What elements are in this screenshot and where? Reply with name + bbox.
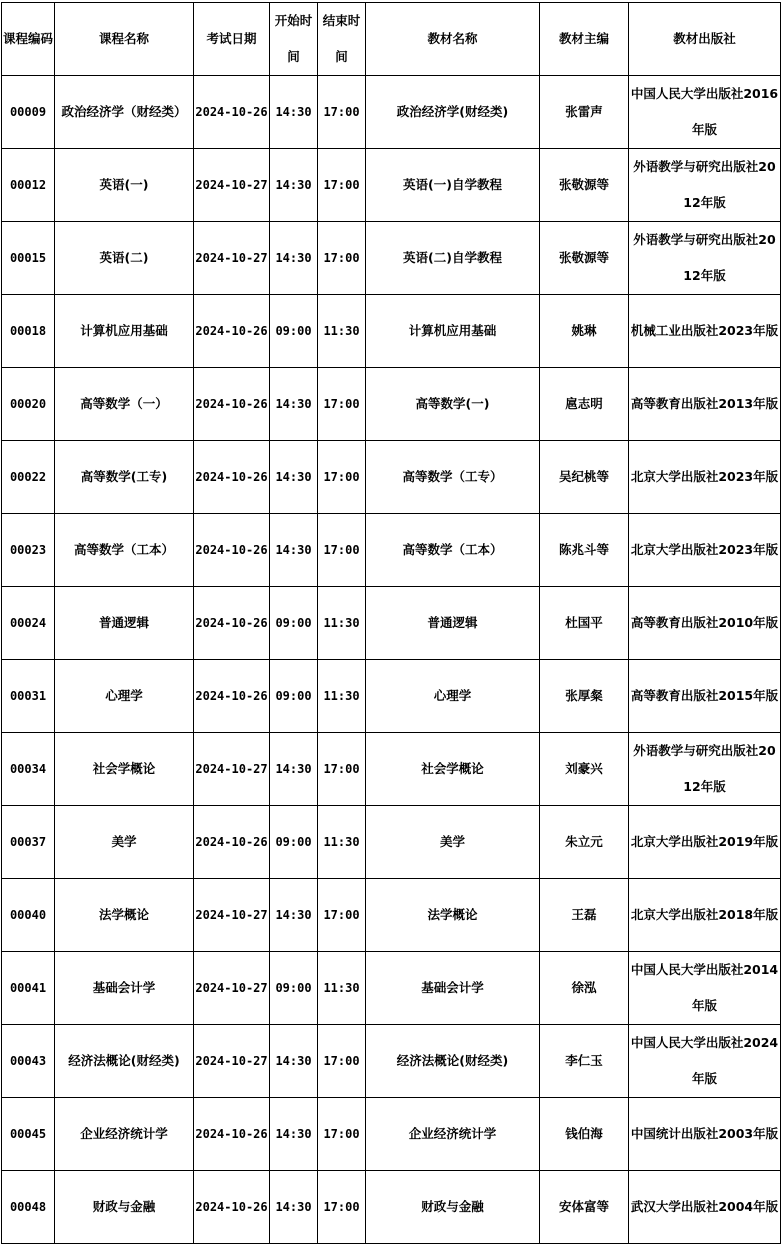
cell-end-time: 17:00 — [318, 733, 366, 806]
cell-textbook-publisher: 外语教学与研究出版社2012年版 — [629, 222, 781, 295]
cell-textbook-editor: 吴纪桃等 — [540, 441, 629, 514]
cell-textbook-publisher: 北京大学出版社2019年版 — [629, 806, 781, 879]
cell-textbook-publisher: 高等教育出版社2015年版 — [629, 660, 781, 733]
cell-start-time: 09:00 — [270, 952, 318, 1025]
cell-end-time: 11:30 — [318, 806, 366, 879]
cell-textbook-publisher: 机械工业出版社2023年版 — [629, 295, 781, 368]
cell-start-time: 14:30 — [270, 1025, 318, 1098]
cell-end-time: 17:00 — [318, 441, 366, 514]
cell-textbook-name: 经济法概论(财经类) — [366, 1025, 540, 1098]
cell-course-name: 高等数学（工本） — [55, 514, 194, 587]
cell-textbook-editor: 王磊 — [540, 879, 629, 952]
cell-textbook-name: 普通逻辑 — [366, 587, 540, 660]
cell-exam-date: 2024-10-26 — [194, 295, 270, 368]
cell-exam-date: 2024-10-26 — [194, 1171, 270, 1244]
cell-textbook-editor: 徐泓 — [540, 952, 629, 1025]
cell-course-name: 美学 — [55, 806, 194, 879]
table-body — [2, 76, 781, 1244]
cell-course-code: 00022 — [2, 441, 55, 514]
cell-end-time: 11:30 — [318, 587, 366, 660]
table-row — [2, 149, 781, 222]
cell-end-time: 17:00 — [318, 222, 366, 295]
cell-course-code: 00009 — [2, 76, 55, 149]
cell-course-name: 政治经济学（财经类） — [55, 76, 194, 149]
cell-course-name: 企业经济统计学 — [55, 1098, 194, 1171]
exam-schedule-table — [1, 2, 781, 1244]
cell-course-code: 00048 — [2, 1171, 55, 1244]
table-row — [2, 952, 781, 1025]
table-row — [2, 1098, 781, 1171]
cell-course-name: 基础会计学 — [55, 952, 194, 1025]
cell-end-time: 17:00 — [318, 1098, 366, 1171]
header-exam-date: 考试日期 — [194, 3, 270, 76]
cell-start-time: 14:30 — [270, 149, 318, 222]
cell-start-time: 14:30 — [270, 1098, 318, 1171]
cell-textbook-name: 计算机应用基础 — [366, 295, 540, 368]
cell-textbook-name: 心理学 — [366, 660, 540, 733]
cell-textbook-publisher: 武汉大学出版社2004年版 — [629, 1171, 781, 1244]
cell-course-code: 00040 — [2, 879, 55, 952]
cell-course-code: 00045 — [2, 1098, 55, 1171]
cell-exam-date: 2024-10-26 — [194, 514, 270, 587]
header-course-name: 课程名称 — [55, 3, 194, 76]
cell-start-time: 14:30 — [270, 441, 318, 514]
cell-course-code: 00020 — [2, 368, 55, 441]
table-row — [2, 1025, 781, 1098]
header-start-time: 开始时间 — [270, 3, 318, 76]
cell-start-time: 09:00 — [270, 806, 318, 879]
table-row — [2, 441, 781, 514]
cell-course-name: 财政与金融 — [55, 1171, 194, 1244]
cell-exam-date: 2024-10-27 — [194, 1025, 270, 1098]
cell-textbook-publisher: 外语教学与研究出版社2012年版 — [629, 149, 781, 222]
cell-course-code: 00037 — [2, 806, 55, 879]
cell-course-code: 00034 — [2, 733, 55, 806]
cell-course-code: 00024 — [2, 587, 55, 660]
table-row — [2, 733, 781, 806]
cell-end-time: 17:00 — [318, 1171, 366, 1244]
cell-end-time: 17:00 — [318, 514, 366, 587]
table-row — [2, 76, 781, 149]
cell-start-time: 14:30 — [270, 222, 318, 295]
cell-course-code: 00041 — [2, 952, 55, 1025]
table-row — [2, 587, 781, 660]
header-course-code: 课程编码 — [2, 3, 55, 76]
cell-textbook-name: 政治经济学(财经类) — [366, 76, 540, 149]
cell-textbook-editor: 姚琳 — [540, 295, 629, 368]
cell-end-time: 17:00 — [318, 1025, 366, 1098]
cell-start-time: 09:00 — [270, 295, 318, 368]
cell-textbook-publisher: 中国人民大学出版社2014年版 — [629, 952, 781, 1025]
cell-course-name: 高等数学（一） — [55, 368, 194, 441]
cell-end-time: 17:00 — [318, 879, 366, 952]
cell-textbook-name: 高等数学（工专） — [366, 441, 540, 514]
cell-textbook-name: 英语(二)自学教程 — [366, 222, 540, 295]
cell-textbook-publisher: 北京大学出版社2023年版 — [629, 514, 781, 587]
cell-course-name: 高等数学(工专) — [55, 441, 194, 514]
cell-course-name: 社会学概论 — [55, 733, 194, 806]
cell-end-time: 17:00 — [318, 368, 366, 441]
cell-start-time: 14:30 — [270, 76, 318, 149]
header-textbook-publisher: 教材出版社 — [629, 3, 781, 76]
cell-textbook-name: 高等数学（工本） — [366, 514, 540, 587]
header-end-time: 结束时间 — [318, 3, 366, 76]
cell-exam-date: 2024-10-26 — [194, 76, 270, 149]
cell-course-code: 00012 — [2, 149, 55, 222]
cell-textbook-editor: 张敬源等 — [540, 222, 629, 295]
cell-exam-date: 2024-10-27 — [194, 952, 270, 1025]
header-textbook-editor: 教材主编 — [540, 3, 629, 76]
cell-end-time: 17:00 — [318, 149, 366, 222]
cell-exam-date: 2024-10-27 — [194, 879, 270, 952]
cell-start-time: 14:30 — [270, 1171, 318, 1244]
cell-end-time: 11:30 — [318, 295, 366, 368]
cell-course-name: 英语(一) — [55, 149, 194, 222]
table-row — [2, 806, 781, 879]
cell-end-time: 17:00 — [318, 76, 366, 149]
cell-textbook-editor: 杜国平 — [540, 587, 629, 660]
cell-start-time: 14:30 — [270, 879, 318, 952]
cell-textbook-editor: 刘豪兴 — [540, 733, 629, 806]
cell-textbook-publisher: 中国人民大学出版社2016年版 — [629, 76, 781, 149]
cell-course-code: 00031 — [2, 660, 55, 733]
cell-textbook-publisher: 中国统计出版社2003年版 — [629, 1098, 781, 1171]
cell-exam-date: 2024-10-26 — [194, 587, 270, 660]
cell-textbook-name: 法学概论 — [366, 879, 540, 952]
table-row — [2, 1171, 781, 1244]
cell-course-code: 00023 — [2, 514, 55, 587]
cell-textbook-name: 基础会计学 — [366, 952, 540, 1025]
cell-course-name: 英语(二) — [55, 222, 194, 295]
cell-textbook-editor: 张雷声 — [540, 76, 629, 149]
cell-course-code: 00015 — [2, 222, 55, 295]
cell-start-time: 14:30 — [270, 733, 318, 806]
cell-textbook-name: 英语(一)自学教程 — [366, 149, 540, 222]
cell-textbook-publisher: 中国人民大学出版社2024年版 — [629, 1025, 781, 1098]
cell-textbook-publisher: 高等教育出版社2013年版 — [629, 368, 781, 441]
cell-textbook-editor: 张厚粲 — [540, 660, 629, 733]
cell-exam-date: 2024-10-27 — [194, 222, 270, 295]
cell-textbook-editor: 陈兆斗等 — [540, 514, 629, 587]
cell-textbook-publisher: 高等教育出版社2010年版 — [629, 587, 781, 660]
table-row — [2, 660, 781, 733]
cell-textbook-publisher: 北京大学出版社2018年版 — [629, 879, 781, 952]
cell-textbook-editor: 李仁玉 — [540, 1025, 629, 1098]
cell-course-name: 法学概论 — [55, 879, 194, 952]
cell-exam-date: 2024-10-27 — [194, 733, 270, 806]
cell-textbook-editor: 扈志明 — [540, 368, 629, 441]
cell-textbook-name: 美学 — [366, 806, 540, 879]
cell-course-code: 00043 — [2, 1025, 55, 1098]
table-row — [2, 222, 781, 295]
table-row — [2, 514, 781, 587]
cell-course-name: 普通逻辑 — [55, 587, 194, 660]
cell-start-time: 14:30 — [270, 368, 318, 441]
cell-textbook-publisher: 北京大学出版社2023年版 — [629, 441, 781, 514]
cell-end-time: 11:30 — [318, 952, 366, 1025]
table-row — [2, 368, 781, 441]
cell-course-code: 00018 — [2, 295, 55, 368]
cell-exam-date: 2024-10-26 — [194, 1098, 270, 1171]
cell-course-name: 经济法概论(财经类) — [55, 1025, 194, 1098]
cell-start-time: 09:00 — [270, 587, 318, 660]
table-row — [2, 879, 781, 952]
cell-textbook-name: 高等数学(一) — [366, 368, 540, 441]
cell-start-time: 14:30 — [270, 514, 318, 587]
cell-textbook-editor: 安体富等 — [540, 1171, 629, 1244]
cell-exam-date: 2024-10-26 — [194, 660, 270, 733]
cell-course-name: 计算机应用基础 — [55, 295, 194, 368]
header-textbook-name: 教材名称 — [366, 3, 540, 76]
cell-end-time: 11:30 — [318, 660, 366, 733]
cell-textbook-editor: 朱立元 — [540, 806, 629, 879]
table-row — [2, 295, 781, 368]
cell-textbook-name: 财政与金融 — [366, 1171, 540, 1244]
table-header-row — [2, 3, 781, 76]
cell-start-time: 09:00 — [270, 660, 318, 733]
cell-textbook-editor: 钱伯海 — [540, 1098, 629, 1171]
cell-textbook-name: 企业经济统计学 — [366, 1098, 540, 1171]
cell-exam-date: 2024-10-27 — [194, 149, 270, 222]
cell-exam-date: 2024-10-26 — [194, 806, 270, 879]
cell-exam-date: 2024-10-26 — [194, 368, 270, 441]
cell-textbook-publisher: 外语教学与研究出版社2012年版 — [629, 733, 781, 806]
cell-exam-date: 2024-10-26 — [194, 441, 270, 514]
cell-course-name: 心理学 — [55, 660, 194, 733]
cell-textbook-name: 社会学概论 — [366, 733, 540, 806]
cell-textbook-editor: 张敬源等 — [540, 149, 629, 222]
